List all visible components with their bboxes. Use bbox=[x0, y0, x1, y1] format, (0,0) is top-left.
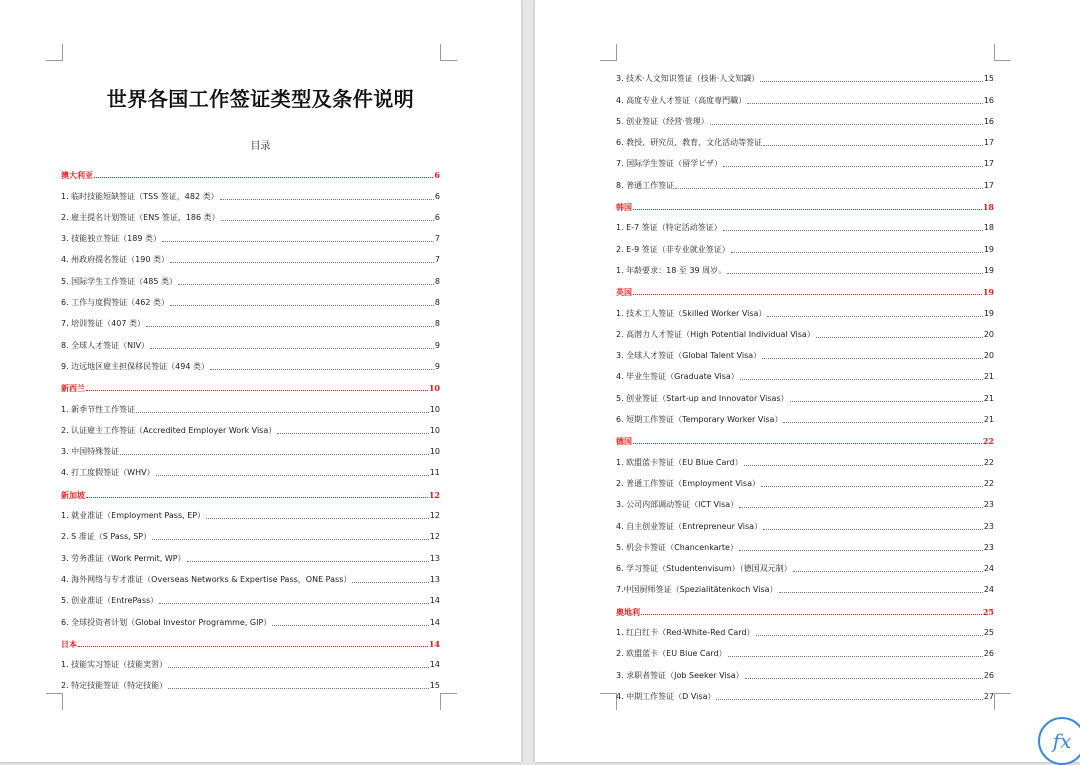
toc-dot-leader bbox=[745, 678, 983, 679]
toc-page-number: 19 bbox=[982, 287, 994, 298]
toc-dot-leader bbox=[790, 401, 983, 402]
toc-page-number: 17 bbox=[983, 138, 994, 148]
toc-dot-leader bbox=[767, 316, 982, 317]
toc-page-number: 17 bbox=[983, 180, 994, 190]
toc-entry[interactable] bbox=[61, 224, 440, 245]
toc-entry[interactable] bbox=[61, 245, 440, 266]
toc-dot-leader bbox=[723, 230, 983, 231]
toc-entry-heading[interactable] bbox=[616, 277, 994, 298]
toc-dot-leader bbox=[633, 209, 982, 210]
toc-page-number: 15 bbox=[429, 681, 440, 691]
document-page-left bbox=[0, 0, 521, 762]
toc-entry-text: 新加坡 bbox=[61, 489, 85, 500]
toc-entry-text: 5. 机会卡签证（Chancenkarte） bbox=[616, 542, 738, 552]
toc-page-number: 6 bbox=[434, 191, 440, 201]
toc-dot-leader bbox=[740, 379, 983, 380]
toc-entry-heading[interactable] bbox=[61, 373, 440, 394]
toc-dot-leader bbox=[150, 348, 434, 349]
toc-entry-text: 8. 全球人才签证（NIV） bbox=[61, 340, 149, 350]
toc-dot-leader bbox=[739, 550, 983, 551]
toc-page-number: 9 bbox=[434, 340, 440, 350]
crop-mark-bottom-left bbox=[46, 693, 63, 710]
toc-entry[interactable] bbox=[616, 341, 994, 362]
toc-page-number: 19 bbox=[983, 308, 994, 318]
toc-entry-text: 7. 国际学生签证（留学ビザ） bbox=[616, 159, 723, 169]
toc-page-number: 14 bbox=[429, 660, 440, 670]
toc-entry-heading[interactable] bbox=[61, 479, 440, 500]
toc-page-number: 18 bbox=[983, 223, 994, 233]
toc-page-number: 16 bbox=[983, 116, 994, 126]
toc-entry-text: 2. 认证雇主工作签证（Accredited Employer Work Visa） bbox=[61, 425, 277, 435]
crop-mark-bottom-left bbox=[600, 693, 617, 710]
toc-page-number: 16 bbox=[983, 95, 994, 105]
toc-dot-leader bbox=[783, 422, 982, 423]
toc-entry-text: 6. 工作与度假签证（462 类） bbox=[61, 298, 169, 308]
toc-page-number: 22 bbox=[983, 478, 994, 488]
toc-entry[interactable] bbox=[616, 320, 994, 341]
toc-dot-leader bbox=[633, 294, 982, 295]
toc-entry[interactable] bbox=[61, 352, 440, 373]
toc-entry-text: 德国 bbox=[616, 436, 632, 447]
toc-dot-leader bbox=[86, 390, 428, 391]
toc-dot-leader bbox=[763, 529, 983, 530]
toc-entry[interactable] bbox=[616, 85, 994, 106]
formula-icon[interactable] bbox=[1038, 717, 1080, 765]
toc-entry[interactable] bbox=[616, 639, 994, 660]
toc-entry[interactable] bbox=[61, 543, 440, 564]
toc-entry[interactable] bbox=[616, 234, 994, 255]
toc-entry-text: 4. 海外网络与专才准证（Overseas Networks & Expertise Pass，ONE Pass） bbox=[61, 574, 352, 584]
toc-entry-text: 4. 中期工作签证（D Visa） bbox=[616, 691, 716, 701]
toc-page-number: 10 bbox=[428, 383, 440, 394]
toc-dot-leader bbox=[187, 561, 429, 562]
toc-page-number: 12 bbox=[429, 532, 440, 542]
toc-dot-leader bbox=[352, 582, 428, 583]
toc-entry[interactable] bbox=[616, 128, 994, 149]
toc-page-number: 27 bbox=[983, 691, 994, 701]
toc-entry[interactable] bbox=[616, 533, 994, 554]
formula-label: fx bbox=[1052, 729, 1072, 753]
toc-entry[interactable] bbox=[616, 554, 994, 575]
toc-entry-text: 1. 技术工人签证（Skilled Worker Visa） bbox=[616, 308, 767, 318]
toc-dot-leader bbox=[178, 284, 434, 285]
toc-entry-text: 5. 创业签证（Start-up and Innovator Visas） bbox=[616, 393, 789, 403]
toc-entry[interactable] bbox=[61, 416, 440, 437]
toc-page-number: 21 bbox=[983, 372, 994, 382]
toc-dot-leader bbox=[156, 475, 429, 476]
toc-page-number: 19 bbox=[983, 244, 994, 254]
toc-entry[interactable] bbox=[61, 565, 440, 586]
toc-dot-leader bbox=[761, 486, 983, 487]
toc-entry-text: 2. 欧盟蓝卡（EU Blue Card） bbox=[616, 649, 727, 659]
toc-page-number: 8 bbox=[434, 276, 440, 286]
toc-page-number: 19 bbox=[983, 265, 994, 275]
toc-entry-text: 日本 bbox=[61, 638, 77, 649]
toc-entry-text: 2. 普通工作签证（Employment Visa） bbox=[616, 478, 761, 488]
toc-dot-leader bbox=[763, 145, 983, 146]
toc-dot-leader bbox=[710, 124, 983, 125]
toc-entry-text: 6. 全球投资者计划（Global Investor Programme, GIP） bbox=[61, 617, 272, 627]
toc-entry-text: 7.中国厨师签证（Spezialitätenkoch Visa） bbox=[616, 585, 778, 595]
document-title: 世界各国工作签证类型及条件说明 bbox=[106, 87, 415, 111]
toc-dot-leader bbox=[221, 220, 434, 221]
toc-page-number: 7 bbox=[434, 234, 440, 244]
toc-dot-leader bbox=[162, 241, 434, 242]
toc-entry[interactable] bbox=[616, 213, 994, 234]
toc-page-number: 13 bbox=[429, 574, 440, 584]
toc-dot-leader bbox=[816, 337, 983, 338]
toc-dot-leader bbox=[756, 635, 983, 636]
toc-entry-text: 4. 州政府提名签证（190 类） bbox=[61, 255, 169, 265]
toc-page-number: 12 bbox=[429, 511, 440, 521]
toc-entry-text: 韩国 bbox=[616, 202, 632, 213]
toc-dot-leader bbox=[641, 614, 982, 615]
toc-entry[interactable] bbox=[61, 650, 440, 671]
toc-entry-text: 8. 普通工作签证 bbox=[616, 180, 675, 190]
toc-page-number: 6 bbox=[434, 212, 440, 222]
toc-entry-text: 5. 创业准证（EntrePass） bbox=[61, 596, 159, 606]
toc-page-number: 6 bbox=[434, 170, 440, 181]
crop-mark-top-right bbox=[440, 44, 457, 61]
toc-entry-text: 奥地利 bbox=[616, 606, 640, 617]
toc-list-right bbox=[616, 64, 994, 703]
document-page-right bbox=[535, 0, 1080, 762]
toc-entry-heading[interactable] bbox=[616, 192, 994, 213]
toc-dot-leader bbox=[86, 497, 428, 498]
toc-entry[interactable] bbox=[61, 203, 440, 224]
toc-entry-text: 1. 年龄要求：18 至 39 周岁。 bbox=[616, 265, 727, 275]
toc-dot-leader bbox=[206, 518, 429, 519]
toc-entry-text: 澳大利亚 bbox=[61, 170, 93, 181]
toc-entry-text: 4. 自主创业签证（Entrepreneur Visa） bbox=[616, 521, 763, 531]
toc-entry-text: 3. 中国特殊签证 bbox=[61, 447, 120, 457]
toc-entry[interactable] bbox=[616, 469, 994, 490]
toc-entry[interactable] bbox=[61, 501, 440, 522]
toc-page-number: 14 bbox=[429, 617, 440, 627]
toc-page-number: 25 bbox=[983, 628, 994, 638]
crop-mark-top-left bbox=[600, 44, 617, 61]
toc-heading: 目录 bbox=[250, 141, 271, 152]
toc-entry-text: 3. 技能独立签证（189 类） bbox=[61, 234, 161, 244]
toc-entry[interactable] bbox=[616, 256, 994, 277]
toc-dot-leader bbox=[760, 81, 983, 82]
toc-entry-text: 新西兰 bbox=[61, 383, 85, 394]
toc-entry-text: 4. 打工度假签证（WHV） bbox=[61, 468, 155, 478]
toc-entry[interactable] bbox=[616, 298, 994, 319]
toc-entry[interactable] bbox=[616, 447, 994, 468]
toc-entry-heading[interactable] bbox=[61, 629, 440, 650]
toc-entry[interactable] bbox=[616, 383, 994, 404]
toc-page-number: 14 bbox=[428, 638, 440, 649]
toc-entry[interactable] bbox=[616, 405, 994, 426]
toc-entry-text: 6. 教授、研究员、教育、文化活动等签证 bbox=[616, 138, 763, 148]
toc-entry-text: 2. 特定技能签证（特定技能） bbox=[61, 681, 168, 691]
toc-entry-text: 3. 全球人才签证（Global Talent Visa） bbox=[616, 351, 762, 361]
toc-entry[interactable] bbox=[616, 490, 994, 511]
toc-entry-text: 2. 高潜力人才签证（High Potential Individual Visa） bbox=[616, 329, 815, 339]
toc-page-number: 23 bbox=[983, 500, 994, 510]
toc-entry-text: 1. 就业准证（Employment Pass, EP） bbox=[61, 511, 206, 521]
toc-dot-leader bbox=[78, 646, 428, 647]
toc-page-number: 7 bbox=[434, 255, 440, 265]
toc-entry-text: 1. 红白红卡（Red-White-Red Card） bbox=[616, 628, 755, 638]
crop-mark-top-right bbox=[994, 44, 1011, 61]
toc-page-number: 21 bbox=[983, 393, 994, 403]
toc-entry[interactable] bbox=[616, 511, 994, 532]
toc-dot-leader bbox=[168, 667, 429, 668]
toc-dot-leader bbox=[168, 688, 429, 689]
toc-entry[interactable] bbox=[61, 458, 440, 479]
toc-entry[interactable] bbox=[61, 437, 440, 458]
toc-entry-text: 1. 欧盟蓝卡签证（EU Blue Card） bbox=[616, 457, 743, 467]
toc-entry[interactable] bbox=[616, 682, 994, 703]
toc-page-number: 11 bbox=[429, 468, 440, 478]
toc-entry[interactable] bbox=[61, 181, 440, 202]
toc-entry-text: 1. E-7 签证（特定活动签证） bbox=[616, 223, 722, 233]
toc-page-number: 17 bbox=[983, 159, 994, 169]
toc-entry-text: 3. 公司内部调动签证（ICT Visa） bbox=[616, 500, 739, 510]
toc-entry-text: 3. 求职者签证（Job Seeker Visa） bbox=[616, 670, 744, 680]
toc-page-number: 13 bbox=[429, 553, 440, 563]
toc-dot-leader bbox=[146, 326, 434, 327]
toc-entry-text: 3. 技术·人文知识签证（技術·人文知識） bbox=[616, 74, 760, 84]
toc-dot-leader bbox=[136, 412, 429, 413]
toc-page-number: 20 bbox=[983, 329, 994, 339]
toc-page-number: 24 bbox=[983, 585, 994, 595]
toc-entry[interactable] bbox=[61, 288, 440, 309]
toc-entry-text: 5. 国际学生工作签证（485 类） bbox=[61, 276, 177, 286]
toc-entry-text: 7. 培训签证（407 类） bbox=[61, 319, 145, 329]
toc-dot-leader bbox=[152, 539, 429, 540]
toc-page-number: 22 bbox=[982, 436, 994, 447]
toc-entry-text: 1. 技能实习签证（技能実習） bbox=[61, 660, 168, 670]
toc-entry[interactable] bbox=[616, 170, 994, 191]
toc-page-number: 20 bbox=[983, 351, 994, 361]
toc-entry[interactable] bbox=[616, 618, 994, 639]
toc-entry[interactable] bbox=[61, 671, 440, 692]
toc-dot-leader bbox=[744, 465, 983, 466]
toc-dot-leader bbox=[220, 199, 434, 200]
toc-entry-text: 2. S 准证（S Pass, SP） bbox=[61, 532, 152, 542]
toc-entry-text: 6. 短期工作签证（Temporary Worker Visa） bbox=[616, 415, 783, 425]
toc-page-number: 22 bbox=[983, 457, 994, 467]
toc-entry-heading[interactable] bbox=[616, 596, 994, 617]
toc-dot-leader bbox=[739, 507, 983, 508]
toc-entry-text: 3. 劳务准证（Work Permit, WP） bbox=[61, 553, 186, 563]
toc-dot-leader bbox=[210, 369, 434, 370]
toc-entry[interactable] bbox=[61, 394, 440, 415]
toc-dot-leader bbox=[762, 358, 983, 359]
toc-entry-text: 1. 临时技能短缺签证（TSS 签证，482 类） bbox=[61, 191, 219, 201]
toc-dot-leader bbox=[159, 603, 429, 604]
toc-page-number: 8 bbox=[434, 298, 440, 308]
toc-page-number: 15 bbox=[983, 74, 994, 84]
toc-dot-leader bbox=[675, 188, 983, 189]
toc-entry[interactable] bbox=[616, 660, 994, 681]
toc-dot-leader bbox=[779, 592, 983, 593]
toc-entry-heading[interactable] bbox=[61, 160, 440, 181]
toc-dot-leader bbox=[94, 177, 433, 178]
toc-entry[interactable] bbox=[61, 266, 440, 287]
toc-page-number: 10 bbox=[429, 425, 440, 435]
toc-page-number: 24 bbox=[983, 564, 994, 574]
toc-page-number: 26 bbox=[983, 670, 994, 680]
toc-entry-text: 4. 毕业生签证（Graduate Visa） bbox=[616, 372, 739, 382]
toc-dot-leader bbox=[272, 625, 429, 626]
toc-page-number: 26 bbox=[983, 649, 994, 659]
toc-dot-leader bbox=[723, 166, 983, 167]
toc-entry-text: 1. 新季节性工作签证 bbox=[61, 404, 136, 414]
toc-page-number: 21 bbox=[983, 415, 994, 425]
toc-page-number: 25 bbox=[982, 606, 994, 617]
toc-dot-leader bbox=[716, 699, 982, 700]
toc-entry[interactable] bbox=[616, 64, 994, 85]
toc-entry[interactable] bbox=[616, 149, 994, 170]
toc-entry[interactable] bbox=[61, 522, 440, 543]
toc-dot-leader bbox=[170, 262, 434, 263]
toc-page-number: 23 bbox=[983, 542, 994, 552]
toc-page-number: 14 bbox=[429, 596, 440, 606]
toc-entry-text: 6. 学习签证（Studentenvisum）（德国双元制） bbox=[616, 564, 792, 574]
toc-entry-text: 2. 雇主提名计划签证（ENS 签证，186 类） bbox=[61, 212, 220, 222]
toc-dot-leader bbox=[747, 103, 983, 104]
toc-dot-leader bbox=[633, 443, 982, 444]
crop-mark-top-left bbox=[46, 44, 63, 61]
toc-dot-leader bbox=[727, 273, 983, 274]
toc-page-number: 9 bbox=[434, 361, 440, 371]
toc-page-number: 10 bbox=[429, 404, 440, 414]
toc-page-number: 23 bbox=[983, 521, 994, 531]
toc-entry[interactable] bbox=[61, 330, 440, 351]
toc-entry[interactable] bbox=[61, 607, 440, 628]
toc-page-number: 18 bbox=[982, 202, 994, 213]
toc-entry-heading[interactable] bbox=[616, 426, 994, 447]
toc-entry-text: 英国 bbox=[616, 287, 632, 298]
toc-entry-text: 2. E-9 签证（非专业就业签证） bbox=[616, 244, 730, 254]
toc-page-number: 10 bbox=[429, 447, 440, 457]
toc-dot-leader bbox=[170, 305, 434, 306]
toc-entry[interactable] bbox=[616, 107, 994, 128]
toc-dot-leader bbox=[793, 571, 983, 572]
crop-mark-bottom-right bbox=[994, 693, 1011, 710]
crop-mark-bottom-right bbox=[440, 693, 457, 710]
toc-entry[interactable] bbox=[61, 586, 440, 607]
toc-dot-leader bbox=[731, 252, 983, 253]
toc-page-number: 8 bbox=[434, 319, 440, 329]
toc-dot-leader bbox=[728, 656, 983, 657]
toc-entry-text: 9. 边远地区雇主担保移民签证（494 类） bbox=[61, 361, 209, 371]
toc-dot-leader bbox=[277, 433, 429, 434]
toc-entry[interactable] bbox=[616, 362, 994, 383]
toc-list-left bbox=[61, 160, 440, 692]
toc-entry-text: 5. 创业签证（经营·管理） bbox=[616, 116, 709, 126]
toc-entry-text: 4. 高度专业人才签证（高度専門職） bbox=[616, 95, 747, 105]
toc-page-number: 12 bbox=[428, 489, 440, 500]
toc-entry[interactable] bbox=[61, 309, 440, 330]
toc-dot-leader bbox=[120, 454, 429, 455]
toc-entry[interactable] bbox=[616, 575, 994, 596]
